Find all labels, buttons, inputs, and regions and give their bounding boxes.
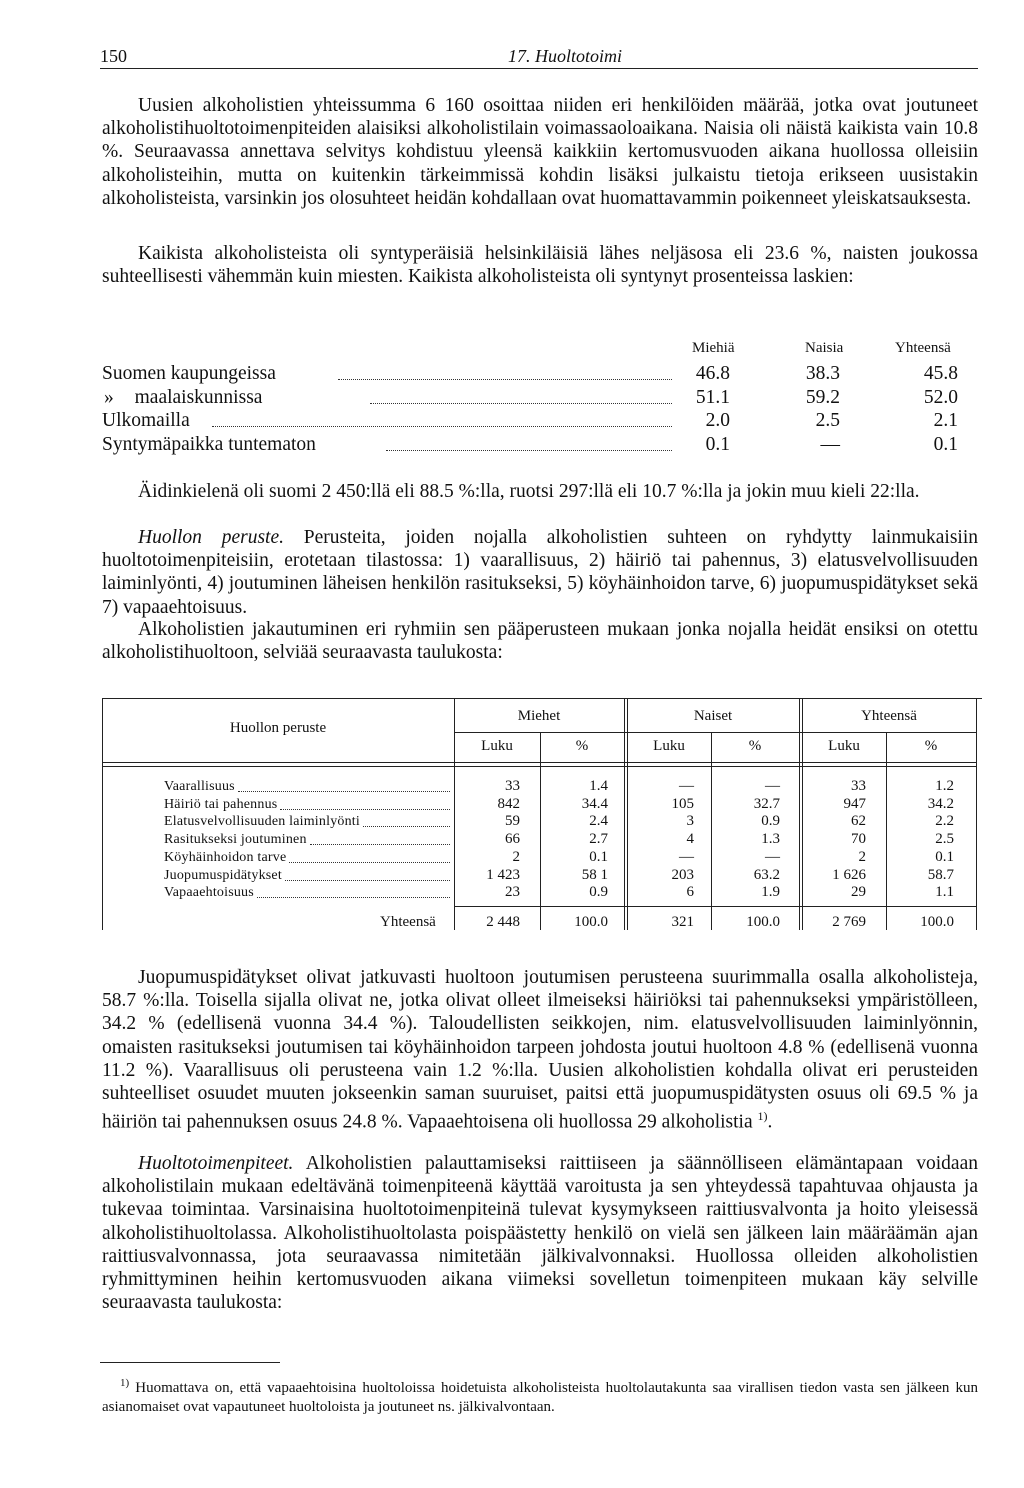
value-women: 59.2 — [805, 386, 840, 408]
table-row — [102, 796, 976, 814]
table-cell: 33 — [851, 778, 866, 794]
table-cell: 947 — [843, 795, 866, 812]
footnote-mark: 1) — [120, 1377, 130, 1389]
page-number: 150 — [100, 46, 127, 66]
page-header — [100, 46, 978, 69]
header-men: Miehiä — [692, 340, 735, 356]
table-cell: 2.5 — [935, 831, 954, 848]
table-cell: — — [765, 778, 780, 794]
table-cell: 1.1 — [935, 884, 954, 901]
table-cell: 33 — [505, 778, 520, 794]
stub-header: Huollon peruste — [229, 720, 327, 736]
total-cell: 2 448 — [486, 914, 520, 930]
table-rule — [102, 766, 976, 767]
table-cell: 66 — [505, 831, 520, 848]
table-rule — [454, 906, 976, 907]
table-cell: 2 — [858, 848, 866, 865]
total-cell: 100.0 — [574, 914, 608, 930]
table-cell: 6 — [686, 884, 694, 901]
table-cell: 70 — [851, 831, 866, 848]
row-label: Vapaaehtoisuus — [164, 885, 254, 901]
birth-paragraph: Kaikista alkoholisteista oli syntyperäisiä helsinkiläisiä lähes neljäsosa eli 23.6 %, naisten joukossa suhteellisesti vähemmän kuin miesten. Kaikista alkoholisteista oli syntynyt prosenteissa laskien: — [102, 243, 978, 288]
dot-leader — [280, 796, 450, 810]
value-total: 52.0 — [923, 386, 958, 408]
value-women: 38.3 — [805, 363, 840, 384]
table-top-rule — [102, 698, 982, 699]
dot-leader — [285, 867, 450, 881]
row-label: Suomen kaupungeissa — [102, 363, 276, 384]
row-label: Syntymäpaikka tuntematon — [102, 433, 316, 455]
table-cell: 62 — [851, 813, 866, 830]
table-cell: 0.1 — [589, 848, 608, 865]
table-cell: 1.4 — [589, 778, 608, 794]
table-cell: 23 — [505, 884, 520, 901]
table-cell: 1 626 — [832, 866, 866, 883]
birthplace-table-header — [102, 340, 982, 362]
group-header-women: Naiset — [693, 708, 733, 724]
table-cell: 2.4 — [589, 813, 608, 830]
distribution-paragraph: Alkoholistien jakautuminen eri ryhmiin sen pääperusteen mukaan jonka nojalla heidät ensiksi on otettu alkoholistihuoltoon, selviää seuraavasta taulukosta: — [102, 619, 978, 664]
total-cell: 100.0 — [746, 914, 780, 930]
table-row — [102, 778, 976, 796]
table-cell: — — [679, 848, 694, 865]
dot-leader — [289, 849, 450, 863]
dot-leader — [363, 813, 450, 827]
table-cell: 59 — [505, 813, 520, 830]
table-cell: 105 — [671, 795, 694, 812]
row-label: Juopumuspidätykset — [164, 867, 282, 883]
dot-leader — [386, 433, 672, 451]
dot-leader — [257, 884, 450, 898]
intro-paragraph: Uusien alkoholistien yhteissumma 6 160 osoittaa niiden eri henkilöiden määrää, jotka ovat joutuneet alkoholistihuoltotoimenpiteiden alaisiksi alkoholistilain voimassaoloaikana. Naisia oli näistä kaikista vain 10.8 %. Seuraavassa annettava selvitys kohdistuu yleensä kaikkiin kertomusvuoden aikana huollossa olleisiin alkoholisteihin, mutta on kuitenkin tärkeimmissä kohdin lisäksi julkaistu tietoja erikseen uusistakin alkoholisteista, varsinkin jos olosuhteet heidän kohdallaan ovat huomattavammin poikenneet yleiskatsauksesta. — [102, 95, 978, 209]
row-label: » maalaiskunnissa — [104, 386, 263, 408]
table-cell: 34.2 — [927, 795, 954, 812]
percent-header: % — [575, 738, 589, 754]
table-row — [102, 409, 982, 433]
table-cell: 0.9 — [761, 813, 780, 830]
table-rule — [102, 762, 976, 763]
dot-leader — [370, 386, 672, 404]
measures-heading: Huoltotoimenpiteet. — [138, 1153, 294, 1174]
table-row — [102, 386, 982, 410]
group-header-men: Miehet — [517, 708, 561, 724]
table-cell: 203 — [671, 866, 694, 883]
value-men: 0.1 — [705, 433, 730, 455]
group-header-total: Yhteensä — [861, 708, 917, 724]
percent-header: % — [924, 738, 938, 754]
table-row — [102, 867, 976, 885]
table-cell: 842 — [497, 795, 520, 812]
header-women: Naisia — [805, 340, 844, 356]
table-cell: 4 — [686, 831, 694, 848]
dot-leader — [338, 362, 672, 380]
birthplace-table — [102, 340, 982, 456]
header-total: Yhteensä — [895, 340, 951, 356]
table-cell: 1 423 — [486, 866, 520, 883]
row-label: Rasitukseksi joutuminen — [164, 832, 307, 848]
table-cell: 58.7 — [927, 866, 954, 883]
table-cell: 1.3 — [761, 831, 780, 848]
table-cell: 2.7 — [589, 831, 608, 848]
count-header: Luku — [653, 738, 685, 754]
total-row — [102, 914, 976, 932]
row-label: Vaarallisuus — [164, 779, 235, 794]
row-label: Ulkomailla — [102, 410, 190, 431]
table-cell: 3 — [686, 813, 694, 830]
table-cell: — — [765, 848, 780, 865]
table-rule — [976, 698, 977, 930]
dot-leader — [238, 778, 450, 792]
total-cell: 321 — [671, 914, 694, 930]
table-row — [102, 362, 982, 386]
footnote: $^{1)}$ Huomattava on, että vapaaehtoisina huoltoloissa hoidetuista alkoholisteista huoltolautakunta saa virallisen tiedon vasta sen jälkeen kun asianomaiset ovat vapautuneet huoltoloista ja joutuneet ns. jälkivalvontaan. — [102, 1377, 978, 1415]
table-row — [102, 884, 976, 902]
total-cell: 2 769 — [832, 914, 866, 930]
total-cell: 100.0 — [920, 914, 954, 930]
percent-header: % — [748, 738, 762, 754]
grounds-paragraph: Huollon peruste. Perusteita, joiden nojalla alkoholistien suhteen on ryhdytty lainmukaisiin huoltotoimenpiteisiin, erotetaan tilastossa: 1) vaarallisuus, 2) häiriö tai pahennus, 3) elatusvelvollisuuden laiminlyönti, 4) joutuminen läheisen henkilön rasitukseksi, 5) köyhäinhoidon tarve, 6) juopumuspidätykset sekä 7) vapaaehtoisuus. — [102, 527, 978, 618]
table-cell: 2.2 — [935, 813, 954, 830]
table-cell: 1.9 — [761, 884, 780, 901]
table-cell: 34.4 — [581, 795, 608, 812]
table-cell: 63.2 — [753, 866, 780, 883]
chapter-title: 17. Huoltotoimi — [508, 46, 623, 66]
value-men: 2.0 — [705, 410, 730, 431]
table-cell: 32.7 — [753, 795, 780, 812]
grounds-table — [102, 698, 982, 938]
footnote-rule — [100, 1362, 280, 1363]
arrests-paragraph: Juopumuspidätykset olivat jatkuvasti huoltoon joutumisen perusteena suurimmalla osalla alkoholisteja, 58.7 %:lla. Toisella sijalla olivat ne, jotka olivat olleet ilmeiseksi häiriöksi tai pahennukseksi ympäristölleen, 34.2 % (edellisenä vuonna 34.4 %). Taloudellisten seikkojen, nim. elatusvelvollisuuden laiminlyönnin, omaisten rasitukseksi joutumisen tai köyhäinhoidon tarpeen johdosta joutui huoltoon 4.8 % (edellisenä vuonna 11.2 %). Vaarallisuus oli perusteena vain 1.2 %:lla. Uusien alkoholistien kohdalla olivat eri perusteiden suhteelliset osuudet muuten jokseenkin saman suuruiset, paitsi että juopumuspidätysten osuus oli 69.5 % ja häiriön tai pahennuksen osuus 24.8 %. Vapaaehtoisena oli huollossa 29 alkoholistia $^{1)}$. — [102, 967, 978, 1133]
total-row-label: Yhteensä — [380, 914, 436, 930]
table-row — [102, 849, 976, 867]
value-women: — — [820, 433, 840, 455]
count-header: Luku — [481, 738, 513, 754]
table-cell: 0.1 — [935, 848, 954, 865]
row-label: Köyhäinhoidon tarve — [164, 849, 287, 865]
table-cell: 1.2 — [935, 778, 954, 794]
value-total: 0.1 — [933, 433, 958, 455]
row-label: Elatusvelvollisuuden laiminlyönti — [164, 814, 360, 830]
value-men: 51.1 — [695, 386, 730, 408]
value-total: 2.1 — [933, 410, 958, 431]
value-women: 2.5 — [815, 410, 840, 431]
value-men: 46.8 — [695, 363, 730, 384]
dot-leader — [212, 409, 672, 427]
footnote-reference: 1) — [757, 1109, 768, 1124]
measures-paragraph: Huoltotoimenpiteet. Alkoholistien palauttamiseksi raittiiseen ja säännölliseen elämäntapaan voidaan alkoholistilain mukaan edeltävänä toimenpiteenä käyttää varoitusta ja sen yhteydessä tapahtuvaa ohjausta ja tukevaa toimintaa. Varsinaisina huoltotoimenpiteinä tulevat kysymykseen raittiusvalvonta ja hoito yleisessä alkoholistihuoltolassa. Alkoholistihuoltolasta poispäästetty henkilö on vielä sen jälkeen lain määräämän ajan raittiusvalvonnassa, jota seuraavassa nimitetään jälkivalvonnaksi. Huollossa olleiden alkoholistien ryhmittyminen heihin kertomusvuoden aikana viimeksi sovelletun toimenpiteen mukaan käy selville seuraavasta taulukosta: — [102, 1153, 978, 1314]
table-cell: 0.9 — [589, 884, 608, 901]
count-header: Luku — [828, 738, 860, 754]
value-total: 45.8 — [923, 363, 958, 384]
grounds-heading: Huollon peruste. — [138, 527, 284, 548]
table-cell: 29 — [851, 884, 866, 901]
table-row — [102, 831, 976, 849]
table-row — [102, 813, 976, 831]
table-cell: — — [679, 778, 694, 794]
table-row — [102, 433, 982, 457]
dot-leader — [310, 831, 450, 845]
language-paragraph: Äidinkielenä oli suomi 2 450:llä eli 88.5 %:lla, ruotsi 297:llä eli 10.7 %:lla ja jokin muu kieli 22:lla. — [138, 481, 920, 502]
table-cell: 2 — [512, 848, 520, 865]
row-label: Häiriö tai pahennus — [164, 796, 278, 812]
table-rule — [454, 732, 976, 733]
table-cell: 58 1 — [581, 866, 608, 883]
